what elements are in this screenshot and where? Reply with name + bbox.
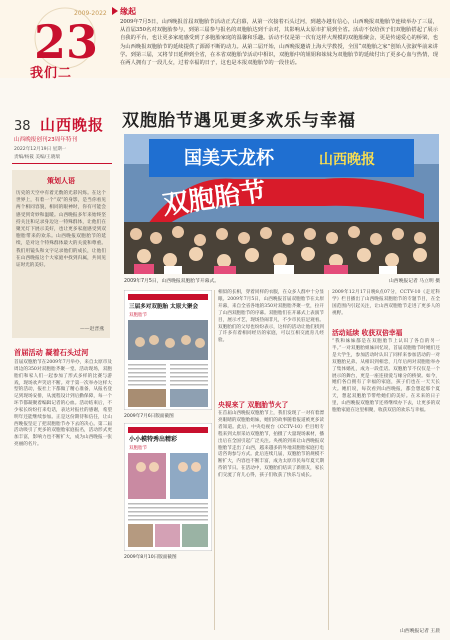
article-body: 在首届山西晚报双胞胎节上，我们发现了一对有着漂亮眼睛的双胞胎姐妹，她们的故事随着报道被更多读者知道。此后，中央电视台《CCTV-10》栏目组专程来到太原采访双胞胎节，拍摄了大量现场素材，播出后在全国引起广泛关注。央视的到来让山西晚报双胞胎节走出了山西，越来越多的外地双胞胎家庭打电话咨询参与方式。此后连续几届，双胞胎节的规模不断扩大，内容也不断丰富，成为太原市民每年夏天期待的节日。在活动中，双胞胎们结识了新朋友，家长们交流了育儿心得，孩子们收获了快乐与成长。	[218, 411, 324, 479]
crowd-photo	[124, 134, 439, 274]
logo-text: 我们二	[30, 66, 73, 81]
intro-body: 2009年7月5日，山西晚报首届双胞胎节活动正式启幕，从第一次接着石头过河，到越办越有信心，山西晚报双胞胎节连续举办了三届，从首届350名对双胞胎参与，到第三届参与报名的双胞胎达到千余对，其影响从太原市扩展到全省。活动不仅给孩子们双胞胎搭起了展示自我的平台，也让更多家庭感受到了多胞胎家庭的温馨和乐趣。活动不仅是第一次有这样大规模的双胞胎聚会，更是传递爱心的桥梁，也为山西晚报双胞胎节的延续提供了源源不断的动力。从第二届开始，山西晚报邀请上海大学教授，全国“双胞胎之家”创始人张淑华前来讲学。到第三届，又将节日延伸到全省，在本省双胞胎节活动中相识，双胞胎中的姐姐和妹妹为双胞胎节的延续付出了更多心血与热情，现在两人拥有了一段儿女，过着幸福的日子，这也是本报双胞胎节的一段佳话。	[120, 19, 438, 67]
triangle-marker-icon	[112, 7, 118, 15]
page-title: 双胞胎节遇见更多欢乐与幸福	[122, 111, 356, 131]
banner-text-2: 双胞胎节	[160, 176, 268, 221]
column-divider	[214, 290, 215, 630]
section-subheading: 央视来了 双胞胎节火了	[218, 401, 289, 409]
planner-note-author: ——赵晋燕	[80, 327, 104, 332]
clipping-caption: 2009年8月10日版面截图	[124, 555, 177, 560]
page-number: 38	[14, 119, 31, 134]
logo-year: 2009-2022	[74, 10, 107, 17]
photo-caption: 2009年7月5日，山西晚报双胞胎节开幕式。	[124, 279, 220, 284]
newspaper-clipping-1	[124, 290, 212, 410]
clip1-headline: 三届多对双胞胎 太原大聚会	[129, 304, 199, 310]
banner-text-1: 国美天龙杯	[184, 148, 274, 169]
edition-date: 2022年12月19日 星期一	[14, 147, 67, 152]
edition-label: 山西晚报创刊23周年特刊	[14, 137, 78, 143]
clipping-caption: 2009年7月6日版面截图	[124, 414, 174, 419]
planner-note-title: 策划人语	[47, 177, 75, 185]
masthead-logo: 山西晚报	[40, 116, 105, 134]
photo-credit: 山西晚报记者 马立明 摄	[388, 279, 440, 284]
clip2-headline: 小小模特秀出精彩	[129, 436, 178, 443]
divider	[12, 163, 112, 164]
reporter-credit: 山西晚报记者 王晨	[400, 629, 440, 634]
banner-text-3: 山西晚报	[319, 152, 375, 168]
article-body: 2009年12月17日晚8点07分，CCTV-10《走近科学》栏目播出了山西晚报双胞胎节的专题节目，在全国范围内引起关注，让山西双胞胎节走进了更多人的视野。	[332, 290, 440, 316]
edition-editor: 责编/杨筱 美编/王晓瑞	[14, 155, 60, 160]
newspaper-clipping-2	[124, 423, 212, 551]
article-body: 相似的长相，穿着同样的衣服，在众多人群中十分显眼。2009年7月5日，山西晚报首届双胞胎节在太原开幕，来自全省各地的350对双胞胎齐聚一堂，拉开了山西双胞胎节的序幕。双胞胎们在开幕式上表演节目，展示才艺，现场热闹非凡，不少市民驻足观看。双胞胎们的父母也纷纷表示，这样的活动让他们找到了许多有着相同经历的家庭，可以互相交流育儿经验。	[218, 290, 324, 344]
story-body: 首届双胞胎节在2009年7月举办，来自太原市及周边的350对双胞胎齐聚一堂。活动现场，双胞胎们和家人们一起参加了形式多样的比赛与游戏，现场欢声笑语不断。对于第一次举办这样大型的活动，报社上下都做了精心准备，从报名登记到现场安排，从流程设计到后勤保障，每一个环节都凝聚着编辑记者的心血。活动结束后，不少家长纷纷打来电话，表达对报社的感谢，希望明年还能继续参加。正是这份期待和信任，让山西晚报坚定了把双胞胎节办下去的决心。第二届活动吸引了更多的双胞胎家庭报名，活动形式更加丰富，影响力也不断扩大，成为山西晚报一张亮丽的名片。	[14, 360, 112, 448]
clip1-subhead: 双胞胎节	[129, 313, 147, 318]
intro-heading: 缘起	[120, 7, 136, 16]
planner-note-body: 历史的天空中有着无数的光彩闪烁。在这个世界上，有着一个“双”的身影，是当你看见两个相同容貌，相同的眼神时，你有可能会感受到奇妙和温暖。山西晚报多年来始终坚持关注和记录身边这一特殊群体，让他们在聚光灯下展示美好，也让更多家庭感受到双胞胎带来的欢乐。山西晚报双胞胎节的延续，是对这个特殊群体最大的关爱和尊重。我们用镜头和文字记录他们的成长，让他们在山西晚报这个大家庭中找到归属，共同见证时光的美好。	[16, 191, 106, 269]
logo-number: 23	[34, 15, 99, 69]
crowd-photo-illustration	[124, 134, 439, 274]
clip2-subhead: 双胞胎节	[129, 446, 147, 451]
section-subheading: 活动延续 收获双倍幸福	[332, 329, 403, 337]
story-title: 首届活动 凝着石头过河	[14, 348, 89, 357]
column-divider	[328, 290, 329, 630]
clipping-2-illustration	[124, 423, 212, 551]
article-body: “我和妹妹都是在双胞胎节上认识了各自的另一半。”一对双胞胎姐妹回忆说，首届双胞胎节时她们还是大学生，参加活动时认识了同样来参加活动的一对双胞胎兄弟。从相识到相恋，几年后两对双胞胎举办了集体婚礼，成为一段佳话。双胞胎节不仅仅是一个展示的舞台，更是一座连接爱与缘分的桥梁。如今，她们各自拥有了幸福的家庭，孩子们也在一天天长大。她们说，每次看到山西晚报，都会想起那个夏天，想起双胞胎节带给她们的美好。在未来的日子里，山西晚报双胞胎节还将继续办下去，让更多的双胞胎家庭在这里相聚，收获双倍的欢乐与幸福。	[332, 339, 440, 414]
clipping-1-illustration	[124, 290, 212, 410]
